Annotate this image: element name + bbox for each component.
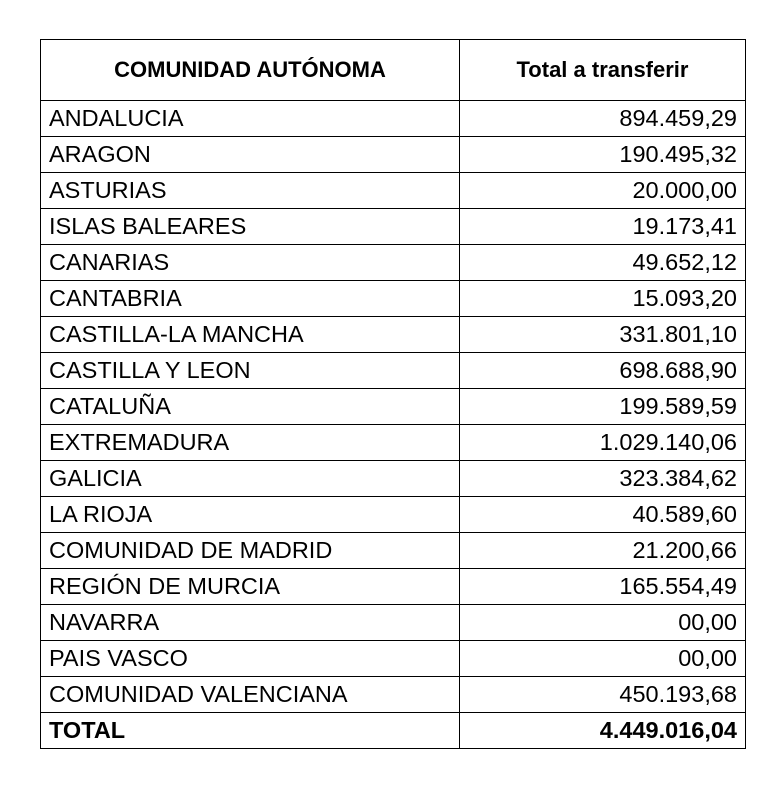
total-amount: 4.449.016,04 [460, 713, 746, 749]
community-name: LA RIOJA [41, 497, 460, 533]
transfer-amount: 20.000,00 [460, 173, 746, 209]
transfer-amount: 19.173,41 [460, 209, 746, 245]
table-row [41, 281, 746, 317]
community-name: CASTILLA Y LEON [41, 353, 460, 389]
table-row [41, 173, 746, 209]
transfer-amount: 190.495,32 [460, 137, 746, 173]
transfer-amount: 698.688,90 [460, 353, 746, 389]
transfer-amount: 323.384,62 [460, 461, 746, 497]
transfer-amount: 1.029.140,06 [460, 425, 746, 461]
table-row [41, 497, 746, 533]
transfer-amount: 165.554,49 [460, 569, 746, 605]
table-row [41, 137, 746, 173]
header-total: Total a transferir [460, 40, 746, 101]
transfer-amount: 21.200,66 [460, 533, 746, 569]
community-name: CANTABRIA [41, 281, 460, 317]
community-name: EXTREMADURA [41, 425, 460, 461]
table-row [41, 101, 746, 137]
community-name: ARAGON [41, 137, 460, 173]
table-header [41, 40, 746, 101]
transfer-amount: 450.193,68 [460, 677, 746, 713]
transfer-amount: 00,00 [460, 641, 746, 677]
community-name: CASTILLA-LA MANCHA [41, 317, 460, 353]
table-row [41, 641, 746, 677]
table-row [41, 209, 746, 245]
table-row [41, 461, 746, 497]
community-name: ISLAS BALEARES [41, 209, 460, 245]
community-name: CANARIAS [41, 245, 460, 281]
table-row [41, 389, 746, 425]
table-row [41, 317, 746, 353]
community-name: CATALUÑA [41, 389, 460, 425]
community-name: REGIÓN DE MURCIA [41, 569, 460, 605]
transfer-amount: 49.652,12 [460, 245, 746, 281]
community-name: NAVARRA [41, 605, 460, 641]
total-label: TOTAL [41, 713, 460, 749]
transfer-amount: 15.093,20 [460, 281, 746, 317]
community-name: GALICIA [41, 461, 460, 497]
community-name: ASTURIAS [41, 173, 460, 209]
table-row [41, 425, 746, 461]
table-row [41, 569, 746, 605]
community-name: ANDALUCIA [41, 101, 460, 137]
transfer-amount: 331.801,10 [460, 317, 746, 353]
table-row [41, 677, 746, 713]
community-name: PAIS VASCO [41, 641, 460, 677]
table-row [41, 245, 746, 281]
transfer-amount: 894.459,29 [460, 101, 746, 137]
header-row [41, 40, 746, 101]
transfer-amount: 00,00 [460, 605, 746, 641]
transfer-table [40, 39, 746, 749]
community-name: COMUNIDAD DE MADRID [41, 533, 460, 569]
community-name: COMUNIDAD VALENCIANA [41, 677, 460, 713]
table-row [41, 353, 746, 389]
table-row [41, 533, 746, 569]
table-body [41, 101, 746, 749]
total-row [41, 713, 746, 749]
header-community: COMUNIDAD AUTÓNOMA [41, 40, 460, 101]
transfer-amount: 199.589,59 [460, 389, 746, 425]
table-row [41, 605, 746, 641]
transfer-amount: 40.589,60 [460, 497, 746, 533]
